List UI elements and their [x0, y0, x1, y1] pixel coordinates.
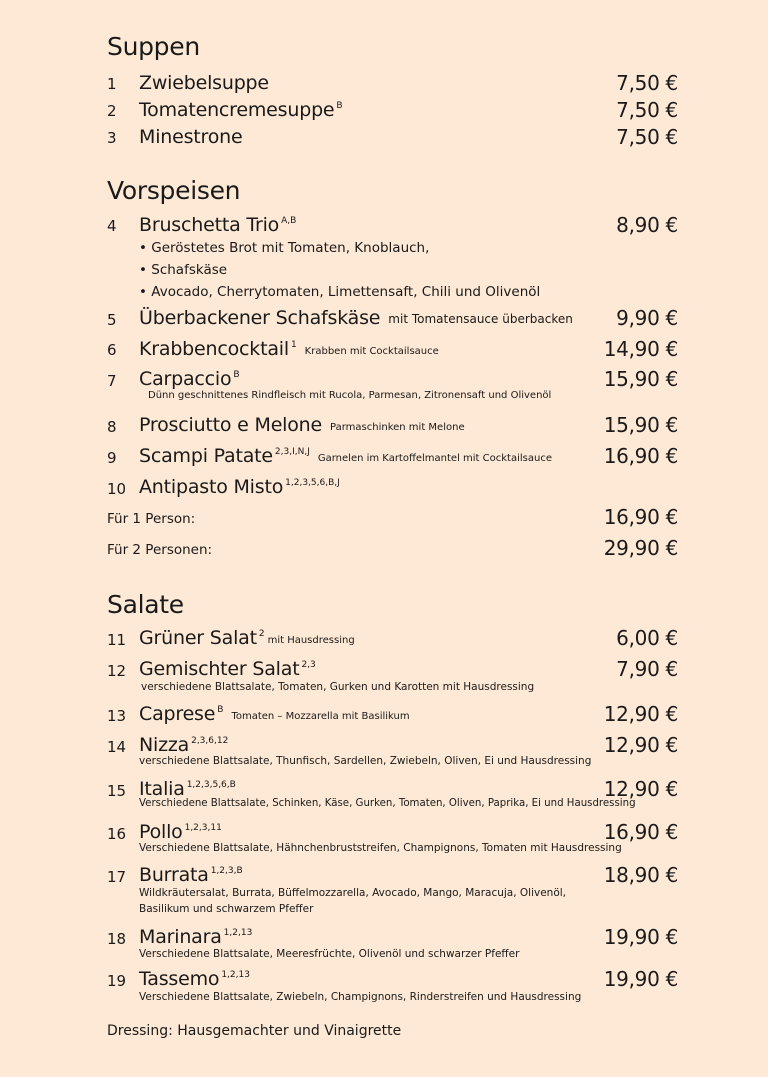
menu-item-price: 18,90 € — [603, 863, 678, 887]
item-inline-description: Krabben mit Cocktailsauce — [304, 346, 439, 357]
menu-item-price: 15,90 € — [603, 367, 678, 391]
menu-item-price: 16,90 € — [603, 444, 678, 468]
item-number: 5 — [107, 311, 117, 329]
item-inline-description: mit Hausdressing — [267, 635, 355, 646]
menu-item-price: 15,90 € — [603, 413, 678, 437]
item-description: Verschiedene Blattsalate, Meeresfrüchte, Olivenöl und schwarzer Pfeffer — [139, 948, 520, 960]
item-bullet: • Schafskäse — [139, 262, 228, 278]
item-description: Wildkräutersalat, Burrata, Büffelmozzarella, Avocado, Mango, Maracuja, Olivenöl, — [139, 887, 567, 899]
allergen-codes: 1,2,3,5,6,B — [186, 780, 236, 790]
menu-item-name: Burrata $^{1,2,3,B}$ — [139, 864, 243, 886]
allergen-codes: B — [336, 101, 343, 111]
item-number: 14 — [107, 738, 127, 756]
menu-item-name: Zwiebelsuppe — [139, 72, 269, 94]
allergen-codes: 2 — [258, 629, 265, 639]
menu-item-price: 8,90 € — [616, 213, 678, 237]
item-description: verschiedene Blattsalate, Thunfisch, Sardellen, Zwiebeln, Oliven, Ei und Hausdressing — [139, 755, 592, 767]
menu-item-name: Grüner Salat $^2$mit Hausdressing — [139, 627, 355, 649]
item-number: 10 — [107, 480, 127, 498]
allergen-codes: 1,2,3,5,6,B,J — [285, 478, 340, 488]
menu-item-name: Tomatencremesuppe $^B$ — [139, 99, 343, 121]
allergen-codes: 1 — [290, 340, 297, 350]
item-number: 19 — [107, 972, 127, 990]
menu-item-price: 14,90 € — [603, 337, 678, 361]
item-number: 18 — [107, 930, 127, 948]
menu-item-name: Tassemo $^{1,2,13}$ — [139, 968, 250, 990]
allergen-codes: 2,3,6,12 — [191, 736, 229, 746]
menu-item-name: Nizza $^{2,3,6,12}$ — [139, 734, 229, 756]
item-number: 7 — [107, 372, 117, 390]
item-number: 2 — [107, 102, 117, 120]
menu-item-price: 7,90 € — [616, 657, 678, 681]
menu-item-price: 12,90 € — [603, 702, 678, 726]
item-inline-description: Garnelen im Kartoffelmantel mit Cocktailsauce — [317, 453, 552, 464]
menu-item-name: Krabbencocktail $^1$Krabben mit Cocktailsauce — [139, 338, 439, 360]
portion-price: 16,90 € — [603, 505, 678, 529]
menu-item-price: 12,90 € — [603, 777, 678, 801]
allergen-codes: 1,2,13 — [223, 928, 253, 938]
menu-item-price: 7,50 € — [616, 125, 678, 149]
item-description: Basilikum und schwarzem Pfeffer — [139, 903, 314, 915]
item-number: 3 — [107, 129, 117, 147]
menu-item-name: Antipasto Misto $^{1,2,3,5,6,B,J}$ — [139, 476, 340, 498]
item-number: 11 — [107, 631, 127, 649]
allergen-codes: 2,3,I,N,J — [274, 447, 310, 457]
item-number: 12 — [107, 662, 127, 680]
menu-item-name: Prosciutto e Melone Parmaschinken mit Melone — [139, 414, 465, 436]
menu-item-name: Bruschetta Trio $^{A,B}$ — [139, 214, 297, 236]
menu-item-name: Italia $^{1,2,3,5,6,B}$ — [139, 778, 236, 800]
item-number: 13 — [107, 707, 127, 725]
section-title-vorspeisen: Vorspeisen — [107, 176, 241, 205]
dressing-note: Dressing: Hausgemachter und Vinaigrette — [107, 1023, 402, 1039]
menu-item-name: Überbackener Schafskäse mit Tomatensauce überbacken — [139, 307, 573, 329]
menu-item-price: 9,90 € — [616, 306, 678, 330]
item-number: 9 — [107, 449, 117, 467]
item-description: verschiedene Blattsalate, Tomaten, Gurken und Karotten mit Hausdressing — [141, 681, 535, 693]
menu-item-price: 19,90 € — [603, 925, 678, 949]
section-title-salate: Salate — [107, 590, 184, 619]
menu-item-name: Marinara $^{1,2,13}$ — [139, 926, 253, 948]
menu-item-price: 6,00 € — [616, 626, 678, 650]
menu-item-name: Gemischter Salat $^{2,3}$ — [139, 658, 316, 680]
menu-item-price: 7,50 € — [616, 71, 678, 95]
portion-label: Für 2 Personen: — [107, 542, 213, 558]
menu-item-name: Caprese $^B$Tomaten – Mozzarella mit Basilikum — [139, 703, 410, 725]
item-inline-description: Tomaten – Mozzarella mit Basilikum — [231, 711, 410, 722]
item-number: 4 — [107, 217, 117, 235]
allergen-codes: 2,3 — [301, 660, 316, 670]
menu-item-price: 12,90 € — [603, 733, 678, 757]
portion-label: Für 1 Person: — [107, 511, 196, 527]
item-inline-description: mit Tomatensauce überbacken — [388, 312, 573, 326]
allergen-codes: B — [217, 705, 224, 715]
allergen-codes: 1,2,3,11 — [184, 823, 222, 833]
item-bullet: • Geröstetes Brot mit Tomaten, Knoblauch, — [139, 240, 430, 256]
section-title-suppen: Suppen — [107, 32, 200, 61]
allergen-codes: 1,2,13 — [221, 970, 250, 980]
menu-item-name: Minestrone — [139, 126, 243, 148]
item-description: Verschiedene Blattsalate, Zwiebeln, Champignons, Rinderstreifen und Hausdressing — [139, 991, 582, 1003]
item-number: 15 — [107, 782, 127, 800]
menu-item-name: Carpaccio $^B$ — [139, 368, 240, 390]
allergen-codes: A,B — [281, 216, 297, 226]
portion-price: 29,90 € — [603, 536, 678, 560]
item-number: 17 — [107, 868, 127, 886]
item-number: 16 — [107, 825, 127, 843]
menu-item-price: 7,50 € — [616, 98, 678, 122]
menu-item-name: Pollo $^{1,2,3,11}$ — [139, 821, 222, 843]
item-description: Verschiedene Blattsalate, Schinken, Käse, Gurken, Tomaten, Oliven, Paprika, Ei und Hausdressing — [139, 798, 636, 809]
item-number: 1 — [107, 75, 117, 93]
menu-item-name: Scampi Patate $^{2,3,I,N,J}$Garnelen im Kartoffelmantel mit Cocktailsauce — [139, 445, 552, 467]
item-number: 8 — [107, 418, 117, 436]
allergen-codes: B — [233, 370, 240, 380]
item-description: Verschiedene Blattsalate, Hähnchenbruststreifen, Champignons, Tomaten mit Hausdressing — [139, 842, 622, 854]
allergen-codes: 1,2,3,B — [210, 866, 243, 876]
menu-item-price: 16,90 € — [603, 820, 678, 844]
menu-item-price: 19,90 € — [603, 967, 678, 991]
item-bullet: • Avocado, Cherrytomaten, Limettensaft, Chili und Olivenöl — [139, 284, 541, 300]
item-number: 6 — [107, 341, 117, 359]
item-description: Dünn geschnittenes Rindfleisch mit Rucola, Parmesan, Zitronensaft und Olivenöl — [148, 390, 552, 401]
item-inline-description: Parmaschinken mit Melone — [330, 422, 465, 433]
